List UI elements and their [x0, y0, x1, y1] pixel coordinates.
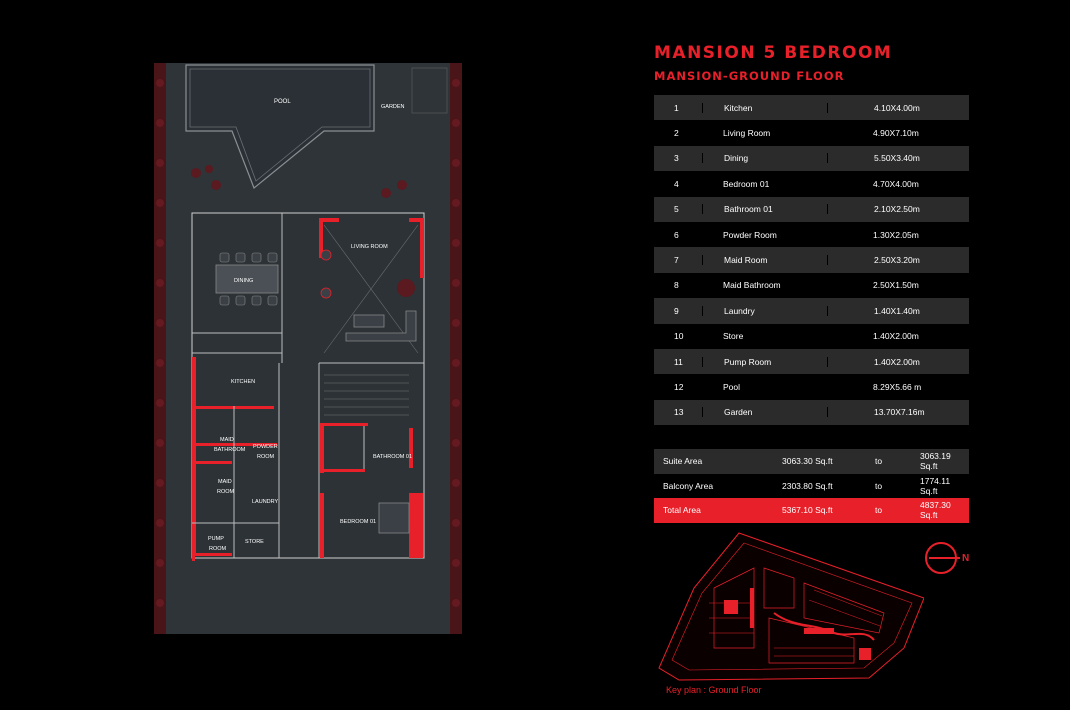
compass-label: N	[962, 553, 970, 564]
table-row	[654, 374, 969, 399]
room-table	[654, 95, 969, 425]
area-to: 4837.30 Sq.ft	[920, 500, 951, 521]
floor-plan	[154, 63, 462, 634]
room-number: 7	[674, 255, 679, 266]
table-row	[654, 222, 969, 247]
room-number: 1	[674, 102, 679, 113]
area-from: 5367.10 Sq.ft	[782, 505, 833, 516]
room-size: 4.10X4.00m	[827, 103, 969, 113]
room-name: Powder Room	[723, 229, 777, 240]
plan-label-maid-room-1: MAID	[218, 479, 232, 485]
plan-label-kitchen: KITCHEN	[231, 379, 256, 385]
room-number: 2	[674, 128, 679, 139]
plan-label-pump-room-1: PUMP	[208, 536, 224, 542]
area-to-word: to	[875, 456, 883, 467]
room-name: Bedroom 01	[723, 178, 770, 189]
room-name: Living Room	[723, 128, 771, 139]
plan-label-maid-bathroom-2: BATHROOM	[214, 447, 246, 453]
plan-label-pool: POOL	[274, 99, 291, 105]
area-to: 1774.11 Sq.ft	[920, 475, 951, 496]
area-label: Suite Area	[663, 456, 703, 467]
area-from: 3063.30 Sq.ft	[782, 456, 833, 467]
room-name: Garden	[702, 407, 827, 417]
room-size: 1.30X2.05m	[873, 229, 919, 240]
room-number: 12	[674, 381, 684, 392]
room-name: Maid Room	[702, 255, 827, 265]
plan-label-garden: GARDEN	[381, 104, 405, 110]
table-row	[654, 120, 969, 145]
room-size: 1.40X2.00m	[827, 357, 969, 367]
table-row	[654, 197, 969, 222]
table-row	[654, 324, 969, 349]
room-name: Kitchen	[702, 103, 827, 113]
area-from: 2303.80 Sq.ft	[782, 480, 833, 491]
room-number: 9	[674, 305, 679, 316]
room-name: Store	[723, 331, 744, 342]
room-size: 13.70X7.16m	[827, 407, 969, 417]
plan-label-powder-room-1: POWDER	[253, 444, 278, 450]
room-number: 5	[674, 204, 679, 215]
table-row	[654, 349, 969, 374]
key-plan-label: Key plan : Ground Floor	[666, 685, 762, 695]
north-compass-icon	[924, 541, 974, 577]
area-row-suite	[654, 449, 969, 474]
room-number: 13	[674, 407, 684, 418]
plan-label-maid-bathroom-1: MAID	[220, 437, 234, 443]
room-number: 11	[674, 356, 683, 367]
plan-label-living-room: LIVING ROOM	[351, 244, 388, 250]
room-name: Pump Room	[702, 357, 827, 367]
room-number: 3	[674, 153, 679, 164]
area-to-word: to	[875, 480, 883, 491]
plan-label-pump-room-2: ROOM	[209, 546, 227, 552]
table-row	[654, 95, 969, 120]
room-name: Laundry	[702, 306, 827, 316]
room-number: 10	[674, 331, 684, 342]
room-name: Bathroom 01	[702, 204, 827, 214]
room-size: 1.40X1.40m	[827, 306, 969, 316]
area-row-balcony	[654, 474, 969, 499]
room-size: 4.70X4.00m	[873, 178, 919, 189]
table-row	[654, 247, 969, 272]
area-table	[654, 449, 969, 523]
room-number: 8	[674, 280, 679, 291]
table-row	[654, 298, 969, 323]
room-number: 4	[674, 178, 679, 189]
plan-label-laundry: LAUNDRY	[252, 499, 279, 505]
plan-label-maid-room-2: ROOM	[217, 489, 235, 495]
room-size: 1.40X2.00m	[873, 331, 919, 342]
room-size: 4.90X7.10m	[873, 128, 919, 139]
area-to-word: to	[875, 505, 883, 516]
room-size: 2.50X1.50m	[873, 280, 919, 291]
room-size: 2.10X2.50m	[827, 204, 969, 214]
table-row	[654, 146, 969, 171]
table-row	[654, 400, 969, 425]
room-name: Maid Bathroom	[723, 280, 781, 291]
plan-label-powder-room-2: ROOM	[257, 454, 275, 460]
room-size: 5.50X3.40m	[827, 153, 969, 163]
table-row	[654, 273, 969, 298]
page-subtitle: MANSION-GROUND FLOOR	[654, 69, 845, 83]
plan-label-store: STORE	[245, 539, 264, 545]
plan-label-bedroom-01: BEDROOM 01	[340, 519, 377, 525]
room-name: Dining	[702, 153, 827, 163]
room-size: 8.29X5.66 m	[873, 381, 922, 392]
plan-label-bathroom-01: BATHROOM 01	[373, 454, 413, 460]
area-label: Balcony Area	[663, 480, 714, 491]
area-row-total	[654, 498, 969, 523]
key-plan-map	[654, 528, 924, 688]
room-number: 6	[674, 229, 679, 240]
area-to: 3063.19 Sq.ft	[920, 451, 951, 472]
table-row	[654, 171, 969, 196]
room-name: Pool	[723, 381, 741, 392]
room-size: 2.50X3.20m	[827, 255, 969, 265]
plan-label-dining: DINING	[234, 278, 254, 284]
page-title: MANSION 5 BEDROOM	[654, 43, 893, 63]
area-label: Total Area	[663, 505, 701, 516]
